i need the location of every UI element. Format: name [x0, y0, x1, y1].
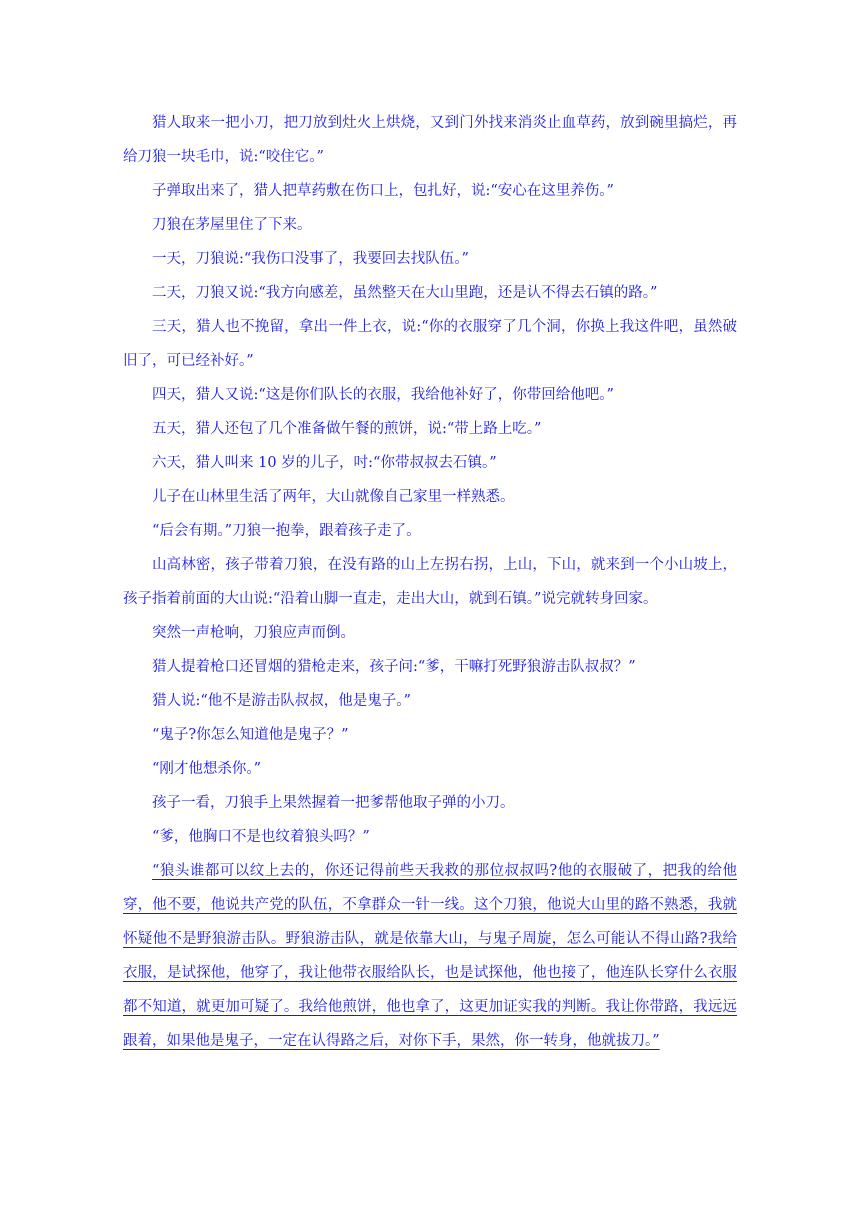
paragraph-4: 一天，刀狼说:“我伤口没事了，我要回去找队伍。”	[152, 251, 469, 267]
document-body	[123, 106, 737, 1058]
paragraph-20-underlined: “狼头谁都可以纹上去的，你还记得前些天我救的那位叔叔吗?他的衣服破了，把我的给他穿，他不要，他说共产党的队伍，不拿群众一针一线。这个刀狼，他说大山里的路不熟悉，我就怀疑他不是野狼游击队。野狼游击队，就是依靠大山，与鬼子周旋，怎么可能认不得山路?我给衣服，是试探他，他穿了，我让他带衣服给队长，也是试探他，他也接了，他连队长穿什么衣服都不知道，就更加可疑了。我给他煎饼，他也拿了，这更加证实我的判断。我让你带路，我远远跟着，如果他是鬼子，一定在认得路之后，对你下手，果然，你一转身，他就拔刀。”	[123, 863, 737, 1049]
paragraph-8: 五天，猎人还包了几个准备做午餐的煎饼，说:“带上路上吃。”	[152, 421, 542, 437]
paragraph-12: 山高林密，孩子带着刀狼，在没有路的山上左拐右拐，上山，下山，就来到一个小山坡上，孩子指着前面的大山说:“沿着山脚一直走，走出大山，就到石镇。”说完就转身回家。	[123, 557, 737, 607]
paragraph-16: “鬼子?你怎么知道他是鬼子？”	[152, 727, 349, 743]
paragraph-11: “后会有期。”刀狼一抱拳，跟着孩子走了。	[152, 523, 421, 539]
paragraph-1: 猎人取来一把小刀，把刀放到灶火上烘烧，又到门外找来消炎止血草药，放到碗里搞烂，再给刀狼一块毛巾，说:“咬住它。”	[123, 115, 737, 165]
paragraph-9: 六天，猎人叫来 10 岁的儿子，吋:“你带叔叔去石镇。”	[152, 455, 497, 471]
paragraph-17: “刚才他想杀你。”	[152, 761, 262, 777]
paragraph-14: 猎人提着枪口还冒烟的猎枪走来，孩子问:“爹，干嘛打死野狼游击队叔叔？”	[152, 659, 636, 675]
paragraph-3: 刀狼在茅屋里住了下来。	[152, 217, 312, 233]
paragraph-5: 二天，刀狼又说:“我方向感差，虽然整天在大山里跑，还是认不得去石镇的路。”	[152, 285, 658, 301]
paragraph-19: “爹，他胸口不是也纹着狼头吗？”	[152, 829, 370, 845]
paragraph-10: 儿子在山林里生活了两年，大山就像自己家里一样熟悉。	[152, 489, 515, 505]
paragraph-2: 子弹取出来了，猎人把草药敷在伤口上，包扎好，说:“安心在这里养伤。”	[152, 183, 614, 199]
paragraph-7: 四天，猎人又说:“这是你们队长的衣服，我给他补好了，你带回给他吧。”	[152, 387, 614, 403]
paragraph-6: 三天，猎人也不挽留，拿出一件上衣，说:“你的衣服穿了几个洞，你换上我这件吧，虽然破旧了，可已经补好。”	[123, 319, 737, 369]
paragraph-18: 孩子一看，刀狼手上果然握着一把爹帮他取子弹的小刀。	[152, 795, 515, 811]
paragraph-15: 猎人说:“他不是游击队叔叔，他是鬼子。”	[152, 693, 411, 709]
paragraph-13: 突然一声枪响，刀狼应声而倒。	[152, 625, 355, 641]
